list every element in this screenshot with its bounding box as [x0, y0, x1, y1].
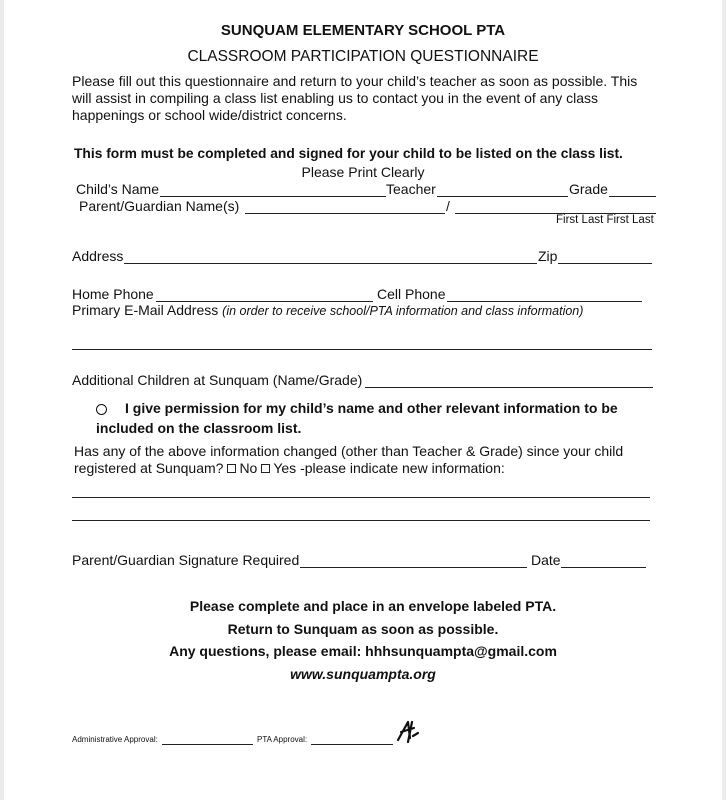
name-hint: First Last First Last	[556, 214, 654, 226]
name-separator: /	[446, 198, 450, 214]
child-name-label: Child’s Name	[76, 181, 159, 197]
teacher-field[interactable]	[437, 196, 568, 197]
yes-checkbox[interactable]	[261, 464, 270, 473]
date-field[interactable]	[561, 567, 646, 568]
yes-label: Yes -please indicate new information:	[273, 460, 505, 476]
email-note: (in order to receive school/PTA information and class information)	[222, 304, 584, 318]
new-info-field-2[interactable]	[72, 520, 650, 521]
closing-line-2: Return to Sunquam as soon as possible.	[227, 621, 499, 637]
changed-line-2	[74, 460, 505, 476]
changed-question: registered at Sunquam?	[74, 460, 224, 476]
parent-name-label: Parent/Guardian Name(s)	[79, 198, 240, 214]
closing-line-3: Any questions, please email: hhhsunquampta@gmail.com	[169, 643, 557, 659]
school-title: SUNQUAM ELEMENTARY SCHOOL PTA	[220, 22, 506, 39]
address-field[interactable]	[124, 263, 537, 264]
no-label: No	[239, 460, 258, 476]
pta-approval-field[interactable]	[311, 744, 393, 745]
signature-field[interactable]	[300, 567, 527, 568]
cell-phone-label: Cell Phone	[377, 286, 446, 302]
teacher-label: Teacher	[386, 181, 436, 197]
closing-line-1: Please complete and place in an envelope labeled PTA.	[189, 598, 557, 614]
form-title: CLASSROOM PARTICIPATION QUESTIONNAIRE	[187, 48, 539, 65]
no-checkbox[interactable]	[227, 464, 236, 473]
grade-label: Grade	[569, 181, 608, 197]
email-label: Primary E-Mail Address	[72, 302, 219, 318]
email-label-row	[72, 302, 583, 318]
address-label: Address	[72, 248, 124, 264]
changed-line-1: Has any of the above information changed (other than Teacher & Grade) since your child	[74, 443, 624, 459]
email-field[interactable]	[72, 349, 652, 350]
permission-line-2: included on the classroom list.	[96, 420, 302, 436]
new-info-field-1[interactable]	[72, 497, 650, 498]
pta-approval-label: PTA Approval:	[257, 735, 308, 744]
signature-label: Parent/Guardian Signature Required	[72, 552, 300, 568]
additional-children-label: Additional Children at Sunquam (Name/Grade)	[72, 372, 363, 388]
grade-field[interactable]	[609, 196, 656, 197]
pta-initials-signature	[394, 718, 422, 744]
admin-approval-label: Administrative Approval:	[72, 735, 158, 744]
zip-field[interactable]	[558, 263, 652, 264]
admin-approval-field[interactable]	[162, 744, 253, 745]
date-label: Date	[531, 552, 561, 568]
intro-line-3: happenings or school wide/district concerns.	[72, 107, 347, 123]
required-notice: This form must be completed and signed for your child to be listed on the class list.	[74, 146, 623, 161]
zip-label: Zip	[538, 248, 558, 264]
form-page	[4, 0, 722, 800]
parent-name-field-1[interactable]	[245, 213, 445, 214]
intro-line-1: Please fill out this questionnaire and return to your child’s teacher as soon as possible. This	[72, 73, 638, 89]
permission-radio[interactable]	[96, 402, 107, 420]
website-link[interactable]: www.sunquampta.org	[290, 666, 436, 682]
home-phone-label: Home Phone	[72, 286, 154, 302]
additional-children-field[interactable]	[365, 387, 653, 388]
print-clearly: Please Print Clearly	[301, 164, 425, 180]
child-name-field[interactable]	[160, 196, 386, 197]
intro-line-2: will assist in compiling a class list enabling us to contact you in the event of any class	[72, 90, 599, 106]
permission-line-1: I give permission for my child’s name and other relevant information to be	[125, 400, 618, 416]
